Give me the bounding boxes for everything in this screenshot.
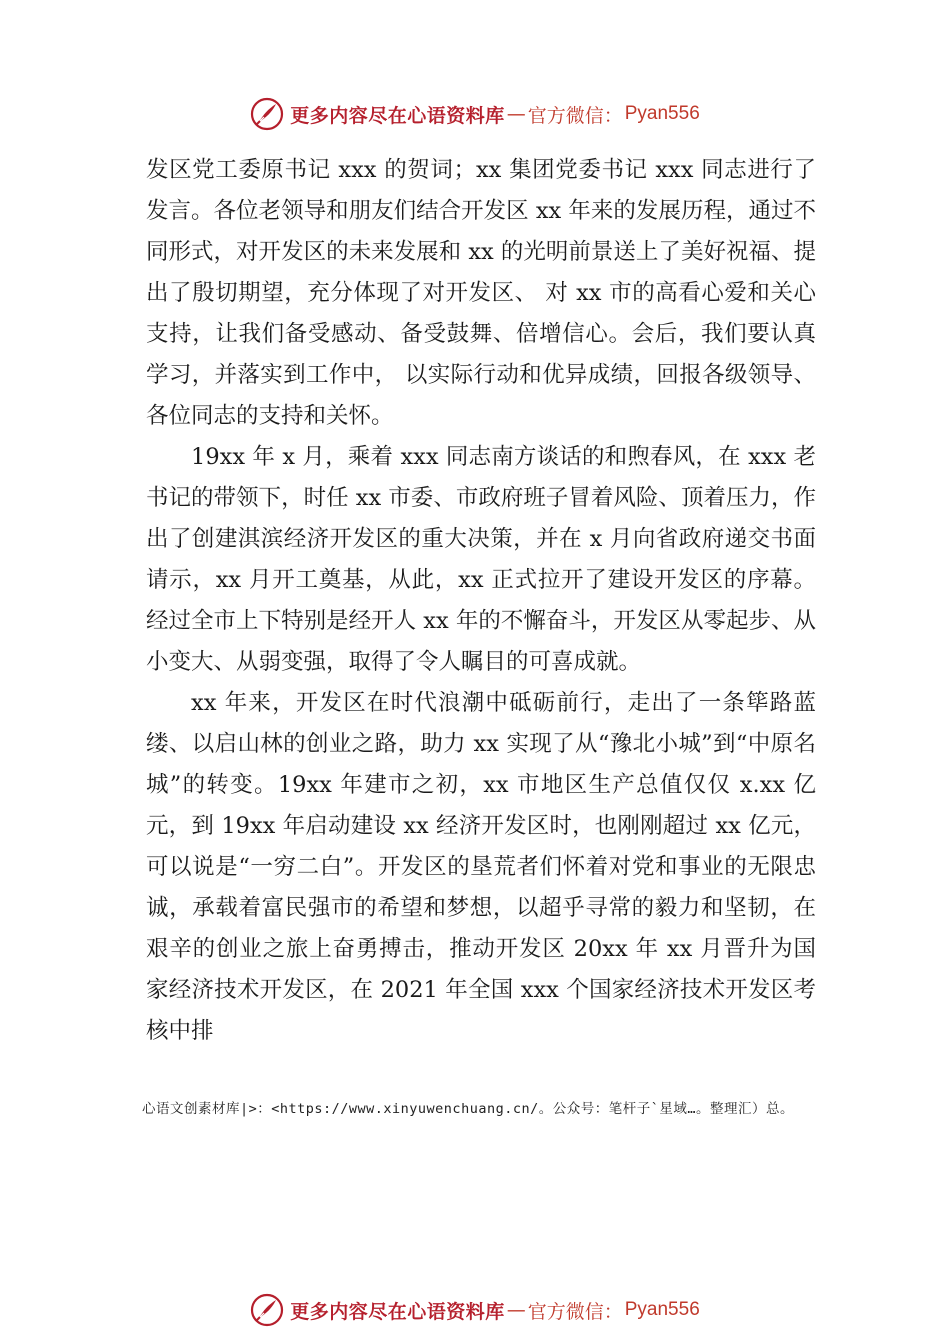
paragraph: 19xx 年 x 月，乘着 xxx 同志南方谈话的和煦春风，在 xxx 老书记的带领下，时任 xx 市委、市政府班子冒着风险、顶着压力，作出了创建淇滨经济开发区的重大决策，并在 x 月向省政府递交书面请示，xx 月开工奠基，从此，xx 正式拉开了建设开发区的序幕。经过全市上下特别是经开人 xx 年的不懈奋斗，开发区从零起步、从小变大、从弱变强，取得了令人瞩目的可喜成就。 (146, 444, 816, 675)
document-body (146, 150, 816, 1052)
bottom-banner (0, 1290, 950, 1330)
banner-dash: — (506, 1299, 526, 1321)
footer-note: 心语文创素材库|>：<https://www.xinyuwenchuang.cn/。公众号：笔杆子`星域…。整理汇）总。 (142, 1101, 794, 1117)
quill-logo-icon (250, 1293, 284, 1327)
banner-wechat-label: 官方微信： (527, 104, 623, 127)
banner-title: 更多内容尽在心语资料库 (290, 104, 505, 127)
banner-wechat-label: 官方微信： (527, 1300, 623, 1323)
top-banner (0, 94, 950, 134)
quill-logo-icon (250, 97, 284, 131)
banner-wechat-id: Pyan556 (624, 1299, 700, 1320)
paragraph: 发区党工委原书记 xxx 的贺词；xx 集团党委书记 xxx 同志进行了发言。各位老领导和朋友们结合开发区 xx 年来的发展历程，通过不同形式，对开发区的未来发展和 xx 的光明前景送上了美好祝福、提出了殷切期望，充分体现了对开发区、 对 xx 市的高看心爱和关心支持，让我们备受感动、备受鼓舞、倍增信心。会后，我们要认真学习，并落实到工作中， 以实际行动和优异成绩，回报各级领导、各位同志的支持和关怀。 (146, 157, 816, 429)
paragraph: xx 年来，开发区在时代浪潮中砥砺前行，走出了一条筚路蓝缕、以启山林的创业之路，助力 xx 实现了从“豫北小城”到“中原名城”的转变。19xx 年建市之初，xx 市地区生产总值仅仅 x.xx 亿元，到 19xx 年启动建设 xx 经济开发区时，也刚刚超过 xx 亿元，可以说是“一穷二白”。开发区的垦荒者们怀着对党和事业的无限忠诚，承载着富民强市的希望和梦想，以超乎寻常的毅力和坚韧，在艰辛的创业之旅上奋勇搏击，推动开发区 20xx 年 xx 月晋升为国家经济技术开发区，在 2021 年全国 xxx 个国家经济技术开发区考核中排 (146, 690, 816, 1044)
banner-title: 更多内容尽在心语资料库 (290, 1300, 505, 1323)
banner-dash: — (506, 103, 526, 125)
banner-wechat-id: Pyan556 (624, 103, 700, 124)
